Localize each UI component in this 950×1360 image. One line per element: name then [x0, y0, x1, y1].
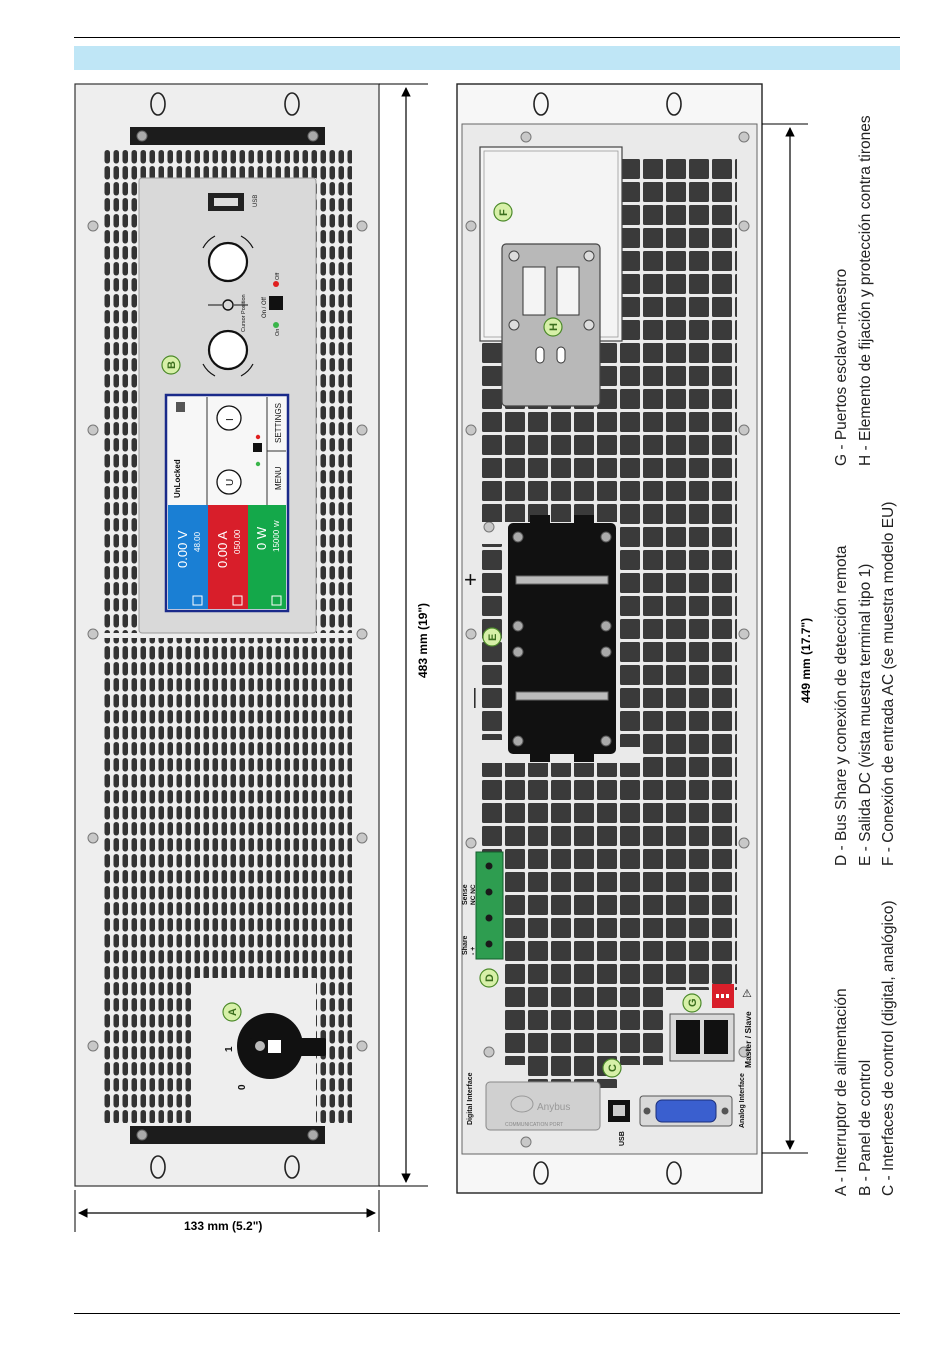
display-knob-left-letter: U — [225, 478, 236, 486]
display-menu-label[interactable]: MENU — [274, 466, 283, 490]
voltage-readout: 0.00 V — [175, 530, 190, 568]
rear-usb-label: USB — [619, 1131, 626, 1146]
rear-vent-lower — [481, 763, 642, 853]
callout-d-letter: D — [484, 974, 496, 982]
vent-slots-left — [103, 178, 139, 633]
current-readout: 0.00 A — [215, 531, 230, 568]
vent-slots-middle — [103, 638, 352, 978]
legend-a: A - Interruptor de alimentación — [833, 988, 850, 1196]
legend-h: H - Elemento de fijación y protección contra tirones — [857, 115, 874, 466]
front-panel — [75, 84, 379, 1186]
communication-port-label: COMMUNICATION PORT — [505, 1122, 564, 1128]
share-pins-label: - + — [470, 946, 477, 955]
bottom-handle — [130, 1126, 325, 1144]
dc-minus-label: — — [463, 688, 485, 708]
vent-slots-lower-left — [103, 978, 193, 1123]
legend-b: B - Panel de control — [857, 1059, 874, 1196]
analog-interface-label: Analog Interface — [739, 1073, 746, 1128]
on-off-button[interactable] — [269, 296, 283, 310]
display-settings-label[interactable]: SETTINGS — [274, 402, 283, 443]
off-label: Off — [275, 272, 281, 280]
top-handle — [130, 127, 325, 145]
rear-depth-dimension-label: 449 mm (17.7") — [799, 617, 813, 703]
rear-panel — [457, 84, 762, 1193]
on-led — [273, 322, 279, 328]
rear-vent-lower-center — [504, 853, 665, 1065]
power-readout: 0 W — [254, 526, 269, 550]
legend-c: C - Interfaces de control (digital, analógico) — [880, 900, 897, 1196]
share-label: Share — [462, 935, 469, 955]
off-led — [273, 281, 279, 287]
callout-e-letter: E — [487, 633, 499, 641]
callout-h-letter: H — [548, 323, 560, 331]
analog-interface-connector[interactable] — [640, 1096, 732, 1126]
warning-icon: ⚠ — [742, 988, 752, 1000]
master-slave-label: Master / Slave — [743, 1011, 753, 1068]
current-setvalue: 050.00 — [233, 529, 242, 554]
touch-display[interactable] — [166, 395, 288, 611]
dc-plus-label: + — [464, 567, 477, 592]
on-off-label: On / Off — [262, 297, 268, 318]
callout-c-letter: C — [607, 1064, 619, 1072]
digital-interface-label: Digital Interface — [467, 1072, 474, 1125]
rear-usb-port[interactable] — [608, 1100, 630, 1122]
vent-slots-right — [316, 178, 352, 633]
power-setvalue-unit: W — [274, 520, 281, 527]
front-height-dimension-label: 483 mm (19") — [416, 602, 430, 678]
display-lock-status: UnLocked — [173, 459, 182, 498]
dc-output-terminal — [508, 515, 616, 762]
on-label: On — [275, 328, 281, 336]
callout-b-letter: B — [166, 361, 178, 369]
voltage-setvalue: 48.00 — [193, 531, 202, 552]
legend-g: G - Puertos esclavo-maestro — [833, 268, 850, 466]
callout-g-letter: G — [687, 998, 699, 1007]
switch-off-label: 0 — [237, 1084, 248, 1090]
legend-e: E - Salida DC (vista muestra terminal tipo 1) — [857, 563, 874, 866]
anybus-label: Anybus — [537, 1102, 571, 1113]
display-knob-right-letter: I — [225, 418, 236, 421]
cursor-position-label: Cursor Position — [241, 294, 247, 332]
front-usb-label: USB — [253, 194, 259, 207]
legend-f: F - Conexión de entrada AC (se muestra modelo EU) — [880, 501, 897, 866]
callout-f-letter: F — [498, 209, 510, 216]
front-width-dimension-label: 133 mm (5.2") — [184, 1219, 263, 1233]
switch-on-label: 1 — [224, 1046, 235, 1052]
sense-pins-label: NC NC — [470, 884, 477, 905]
callout-a-letter: A — [227, 1008, 239, 1016]
vent-slots-top — [103, 150, 352, 178]
rear-vent-right-column — [619, 158, 737, 538]
share-sense-connector[interactable] — [476, 852, 503, 959]
rear-vent-dc-right — [619, 527, 642, 747]
power-setvalue: 15000 — [272, 529, 281, 552]
sense-label: Sense — [462, 884, 469, 905]
legend-d: D - Bus Share y conexión de detección remota — [833, 545, 850, 866]
